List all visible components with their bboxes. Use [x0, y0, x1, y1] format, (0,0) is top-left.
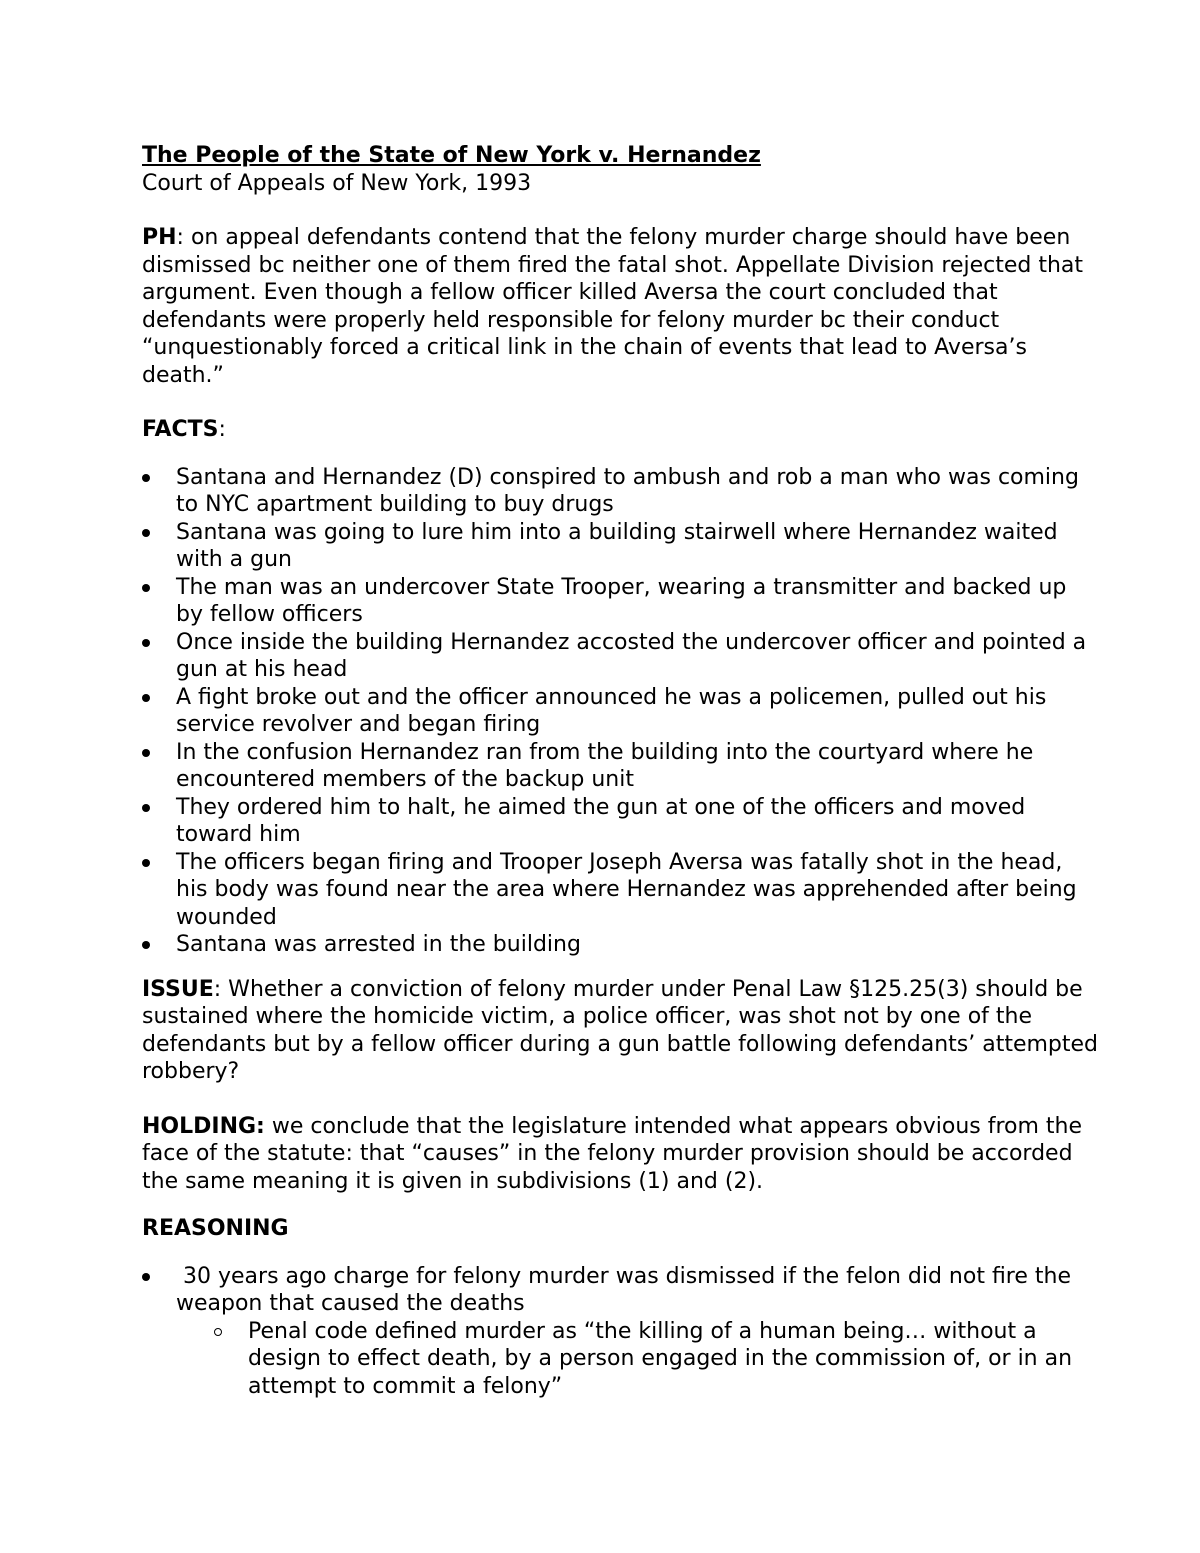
fact-text: Once inside the building Hernandez accosted the undercover officer and pointed a gun at his head [176, 629, 1087, 682]
court-line: Court of Appeals of New York, 1993 [142, 170, 532, 196]
reasoning-text: 30 years ago charge for felony murder was dismissed if the felon did not fire the weapon that caused the deaths [176, 1263, 1078, 1316]
case-title: The People of the State of New York v. Hernandez [142, 143, 761, 168]
list-item [142, 519, 1100, 574]
bullet-icon [142, 694, 150, 702]
issue-section [142, 976, 1100, 1086]
bullet-icon [142, 804, 150, 812]
reasoning-subtext: Penal code defined murder as “the killing of a human being… without a design to effect death, by a person engaged in the commission of, or in an attempt to commit a felony” [248, 1318, 1073, 1399]
bullet-icon [142, 529, 150, 537]
fact-text: The man was an undercover State Trooper, wearing a transmitter and backed up by fellow officers [176, 574, 1067, 627]
issue-text: : Whether a conviction of felony murder under Penal Law §125.25(3) should be sustained where the homicide victim, a police officer, was shot not by one of the defendants but by a fellow officer during a gun battle following defendants’ attempted robbery? [142, 976, 1099, 1084]
bullet-icon [142, 474, 150, 482]
reasoning-list [142, 1263, 1100, 1318]
bullet-icon [142, 941, 150, 949]
facts-heading [142, 416, 1100, 444]
list-item [142, 849, 1100, 932]
list-item [142, 1318, 1100, 1401]
list-item [142, 684, 1100, 739]
holding-label: HOLDING: [142, 1113, 265, 1139]
hollow-bullet-icon [214, 1328, 222, 1336]
bullet-icon [142, 749, 150, 757]
facts-label: FACTS [142, 417, 219, 442]
ph-section [142, 224, 1100, 389]
fact-text: The officers began firing and Trooper Joseph Aversa was fatally shot in the head, his body was found near the area where Hernandez was apprehended after being wounded [176, 849, 1077, 930]
facts-suffix: : [218, 417, 226, 442]
reasoning-label: REASONING [142, 1216, 289, 1241]
ph-text: : on appeal defendants contend that the felony murder charge should have been dismissed bc neither one of them fired the fatal shot. Appellate Division rejected that argument. Even though a fellow officer killed Aversa the court concluded that defendants were properly held responsible for felony murder bc their conduct “unquestionably forced a critical link in the chain of events that lead to Aversa’s death.” [142, 225, 1084, 388]
fact-text: In the confusion Hernandez ran from the building into the courtyard where he encountered members of the backup unit [176, 739, 1034, 792]
bullet-icon [142, 859, 150, 867]
fact-text: Santana was going to lure him into a building stairwell where Hernandez waited with a gun [176, 519, 1058, 572]
holding-section [142, 1113, 1100, 1196]
fact-text: Santana was arrested in the building [176, 932, 581, 957]
ph-label: PH [142, 225, 177, 250]
list-item [142, 629, 1100, 684]
bullet-icon [142, 639, 150, 647]
list-item [142, 464, 1100, 519]
fact-text: They ordered him to halt, he aimed the gun at one of the officers and moved toward him [176, 794, 1026, 847]
issue-label: ISSUE [142, 976, 214, 1002]
facts-list [142, 464, 1100, 959]
bullet-icon [142, 1273, 150, 1281]
holding-text: we conclude that the legislature intended what appears obvious from the face of the statute: that “causes” in the felony murder provision should be accorded the same meaning it is given in subdivisions (1) and (2). [142, 1113, 1083, 1194]
list-item [142, 574, 1100, 629]
reasoning-sublist [142, 1318, 1100, 1401]
list-item [142, 794, 1100, 849]
bullet-icon [142, 584, 150, 592]
list-item [142, 931, 1100, 959]
fact-text: A fight broke out and the officer announced he was a policemen, pulled out his service revolver and began firing [176, 684, 1047, 737]
list-item [142, 1263, 1100, 1318]
fact-text: Santana and Hernandez (D) conspired to ambush and rob a man who was coming to NYC apartment building to buy drugs [176, 464, 1079, 517]
reasoning-heading [142, 1215, 1100, 1243]
list-item [142, 739, 1100, 794]
